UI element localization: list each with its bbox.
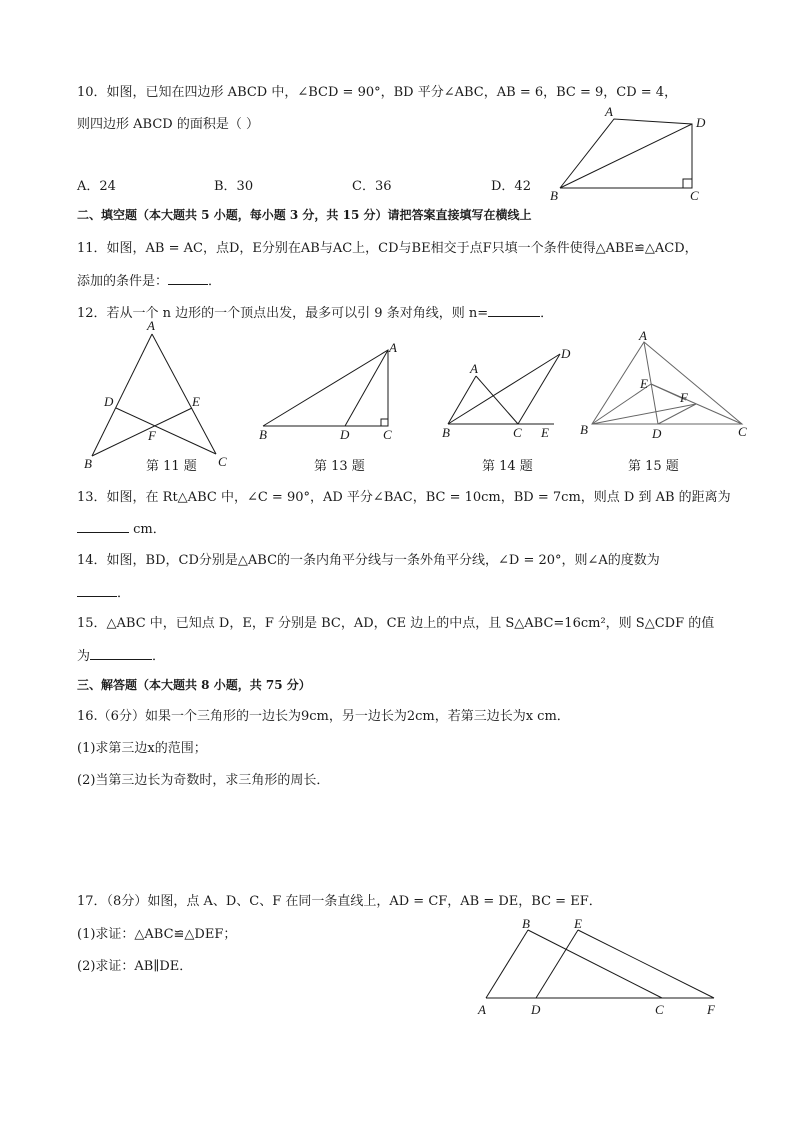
q10-option-d: D．42 xyxy=(491,179,531,194)
caption-fig15: 第 15 题 xyxy=(628,459,679,474)
q10-option-a: A．24 xyxy=(77,179,116,194)
q10-figure xyxy=(540,104,720,204)
q14-answer-blank[interactable] xyxy=(77,584,117,597)
q10-label-c: C xyxy=(690,188,699,203)
fig15-label-f: F xyxy=(680,390,688,405)
q10-diagonal-bd xyxy=(560,124,692,188)
fig11-label-b: B xyxy=(84,456,92,471)
figure-14 xyxy=(438,344,578,444)
fig11-label-f: F xyxy=(148,428,156,443)
q12-line: 12．若从一个 n 边形的一个顶点出发，最多可以引 9 条对角线，则 n= ． xyxy=(77,306,554,321)
figure-15 xyxy=(576,330,756,445)
fig11-label-d: D xyxy=(104,394,114,409)
q16-part1: (1)求第三边x的范围； xyxy=(77,741,207,756)
q14-line2: ． xyxy=(77,584,130,602)
q17-label-b: B xyxy=(522,916,530,931)
section3-heading: 三、解答题（本大题共 8 小题，共 75 分） xyxy=(77,678,311,692)
section2-heading: 二、填空题（本大题共 5 小题，每小题 3 分，共 15 分）请把答案直接填写在横线上 xyxy=(77,208,532,222)
fig13-label-c: C xyxy=(383,427,392,442)
fig15-label-b: B xyxy=(580,422,588,437)
q17-label-e: E xyxy=(574,916,582,931)
fig15-label-d: D xyxy=(652,426,662,441)
fig14-label-b: B xyxy=(442,425,450,440)
q17-label-c: C xyxy=(655,1002,664,1017)
q11-line2: 添加的条件是： ． xyxy=(77,274,222,289)
q16-line1: 16.（6分）如果一个三角形的一边长为9cm，另一边长为2cm，若第三边长为x cm． xyxy=(77,709,570,724)
q13-answer-blank[interactable] xyxy=(77,520,129,533)
q17-part2: (2)求证：AB∥DE． xyxy=(77,959,193,974)
q10-line2: 则四边形 ABCD 的面积是（ ） xyxy=(77,117,259,132)
fig15-label-c: C xyxy=(738,424,747,439)
q11-answer-blank[interactable] xyxy=(168,272,208,285)
caption-fig13: 第 13 题 xyxy=(314,459,365,474)
q17-label-f: F xyxy=(707,1002,715,1017)
fig14-label-a: A xyxy=(470,361,478,376)
fig13-label-b: B xyxy=(259,427,267,442)
q13-line1: 13．如图，在 Rt△ABC 中，∠C = 90°，AD 平分∠BAC，BC = 10cm，BD = 7cm，则点 D 到 AB 的距离为 xyxy=(77,490,731,505)
q17-part1: (1)求证：△ABC≌△DEF； xyxy=(77,927,237,942)
q10-label-d: D xyxy=(696,115,706,130)
fig11-label-a: A xyxy=(147,318,155,333)
q10-option-c: C．36 xyxy=(352,179,392,194)
q17-label-d: D xyxy=(531,1002,541,1017)
q11-line1: 11．如图，AB = AC，点D，E分别在AB与AC上，CD与BE相交于点F只填一个条件使得△ABE≌△ACD， xyxy=(77,241,698,256)
q15-answer-blank[interactable] xyxy=(90,647,152,660)
caption-fig14: 第 14 题 xyxy=(482,459,533,474)
fig15-label-e: E xyxy=(640,376,648,391)
fig11-label-c: C xyxy=(218,454,227,469)
fig13-label-d: D xyxy=(340,427,350,442)
fig13-label-a: A xyxy=(389,340,397,355)
q16-part2: (2)当第三边长为奇数时，求三角形的周长． xyxy=(77,773,330,788)
q14-line1: 14．如图，BD，CD分别是△ABC的一条内角平分线与一条外角平分线，∠D = 20°，则∠A的度数为 xyxy=(77,553,660,568)
q17-figure xyxy=(470,908,740,1028)
fig15-label-a: A xyxy=(639,328,647,343)
fig11-label-e: E xyxy=(192,394,200,409)
q10-quad xyxy=(560,119,692,188)
q15-line2: 为 ． xyxy=(77,649,166,664)
q10-label-b: B xyxy=(550,188,558,203)
q17-label-a: A xyxy=(478,1002,486,1017)
q12-answer-blank[interactable] xyxy=(488,304,540,317)
figure-11 xyxy=(80,318,240,478)
q15-line1: 15．△ABC 中，已知点 D，E，F 分别是 BC，AD，CE 边上的中点，且 S△ABC=16cm²，则 S△CDF 的值 xyxy=(77,616,715,631)
figure-13 xyxy=(255,338,405,448)
fig14-label-c: C xyxy=(513,425,522,440)
q17-line1: 17．（8分）如图，点 A、D、C、F 在同一条直线上，AD = CF，AB = DE，BC = EF． xyxy=(77,894,602,909)
caption-fig11: 第 11 题 xyxy=(146,459,197,474)
q13-line2: cm． xyxy=(77,520,166,538)
q10-line1: 10．如图，已知在四边形 ABCD 中，∠BCD = 90°，BD 平分∠ABC，AB = 6，BC = 9，CD = 4， xyxy=(77,85,678,100)
fig14-label-d: D xyxy=(561,346,571,361)
q10-right-angle-mark xyxy=(683,179,692,188)
q10-option-b: B．30 xyxy=(214,179,254,194)
q10-label-a: A xyxy=(605,104,613,119)
fig14-label-e: E xyxy=(541,425,549,440)
